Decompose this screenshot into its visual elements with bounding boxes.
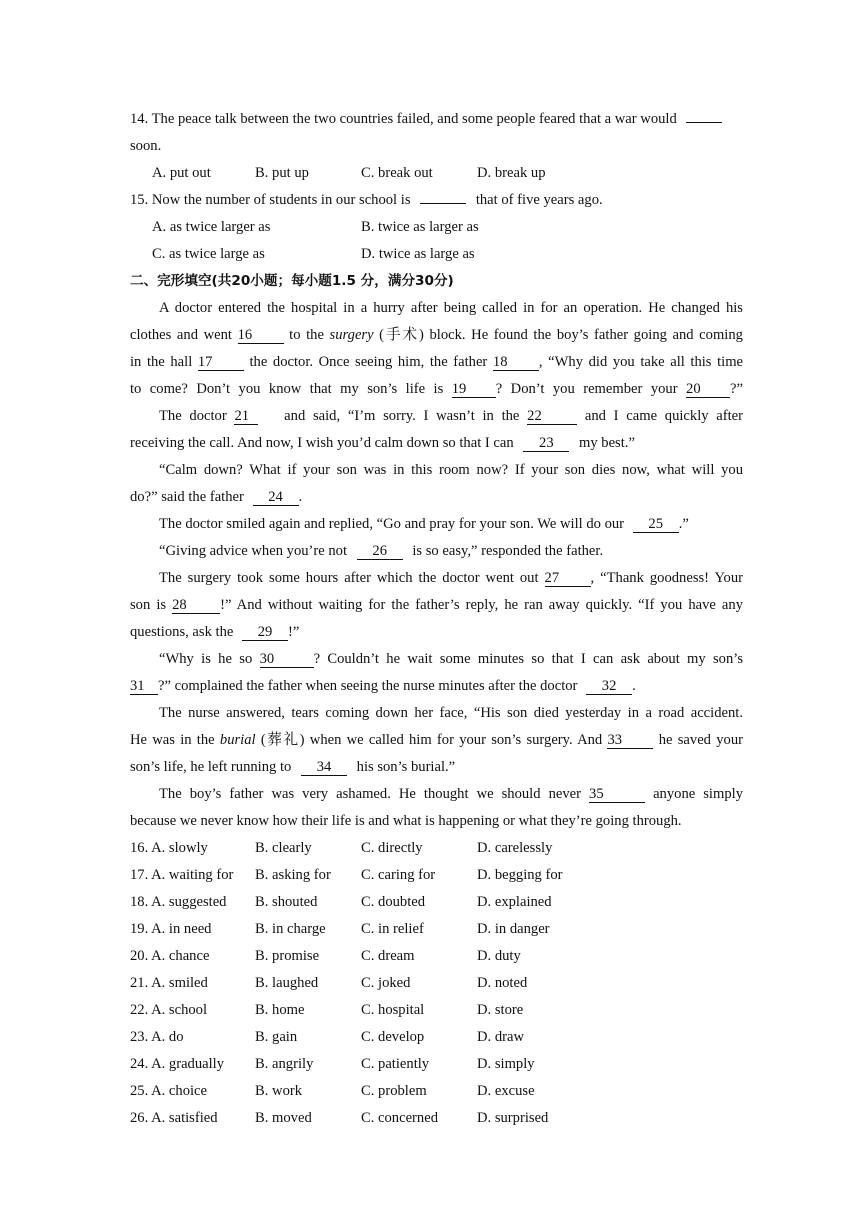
option-d: D. break up xyxy=(477,165,546,181)
text-segment: 18. A. suggested xyxy=(130,894,227,910)
question-14-cont-text: soon. xyxy=(130,138,162,154)
text-segment: C. develop xyxy=(361,1029,425,1045)
text-segment: He was in the xyxy=(130,732,215,748)
blank-28: 28 xyxy=(172,598,220,614)
option-b: B. put up xyxy=(255,165,309,181)
blank-19: 19 xyxy=(452,382,496,398)
question-14-stem: 14. The peace talk between the two countries failed, and some people feared that a war would xyxy=(130,111,677,127)
text-segment: A doctor entered the hospital in a hurry after being called in for an operation. He changed his xyxy=(159,300,743,316)
passage-line xyxy=(130,295,743,322)
text-segment: The boy’s father was very ashamed. He thought we should never xyxy=(159,786,581,802)
text-segment: the doctor. Once seeing him, the father xyxy=(249,354,488,370)
question-15-stem-end: that of five years ago. xyxy=(475,192,603,208)
text-segment: 21. A. smiled xyxy=(130,975,208,991)
text-segment: ? Couldn’t he wait some minutes so that I can ask about my son’s xyxy=(313,651,743,667)
text-segment: The doctor xyxy=(159,408,227,424)
text-segment: anyone simply xyxy=(653,786,743,802)
text-segment: 20. A. chance xyxy=(130,948,210,964)
option-row-19 xyxy=(130,916,743,943)
passage-line xyxy=(130,808,743,835)
text-segment: ?” xyxy=(730,381,743,397)
text-segment: ? Don’t you remember your xyxy=(495,381,678,397)
passage-line xyxy=(130,565,743,592)
answer-blank xyxy=(420,188,466,204)
blank-32: 32 xyxy=(586,679,632,695)
question-15-options-row2 xyxy=(130,241,743,268)
text-segment: D. carelessly xyxy=(477,840,553,856)
text-segment: and I came quickly after xyxy=(584,408,743,424)
answer-blank xyxy=(686,107,722,123)
passage-line xyxy=(130,376,743,403)
blank-27: 27 xyxy=(545,571,591,587)
question-14-options xyxy=(130,160,743,187)
text-segment: B. home xyxy=(255,1002,305,1018)
option-a: A. as twice larger as xyxy=(152,219,271,235)
text-segment: .” xyxy=(678,516,689,532)
text-segment: D. excuse xyxy=(477,1083,535,1099)
text-segment: B. shouted xyxy=(255,894,318,910)
text-segment: B. moved xyxy=(255,1110,312,1126)
text-segment: B. work xyxy=(255,1083,303,1099)
text-segment: 17. A. waiting for xyxy=(130,867,234,883)
text-segment: receiving the call. And now, I wish you’d calm down so that I can xyxy=(130,435,514,451)
text-segment: “Calm down? What if your son was in this room now? If your son dies now, what will you xyxy=(159,462,743,478)
text-segment: The nurse answered, tears coming down her face, “His son died yesterday in a road accident. xyxy=(159,705,743,721)
text-segment: do?” said the father xyxy=(130,489,244,505)
text-segment: C. caring for xyxy=(361,867,436,883)
text-segment: C. problem xyxy=(361,1083,427,1099)
blank-30: 30 xyxy=(260,652,314,668)
passage-line xyxy=(130,430,743,457)
option-b: B. twice as larger as xyxy=(361,219,479,235)
text-segment: D. store xyxy=(477,1002,524,1018)
blank-22: 22 xyxy=(527,409,577,425)
passage-line xyxy=(130,646,743,673)
blank-17: 17 xyxy=(198,355,244,371)
option-row-17 xyxy=(130,862,743,889)
document-page xyxy=(130,106,743,1132)
text-segment: . xyxy=(298,489,303,505)
text-segment: , “Why did you take all this time xyxy=(538,354,743,370)
text-segment: C. hospital xyxy=(361,1002,425,1018)
text-segment: B. in charge xyxy=(255,921,326,937)
option-row-18 xyxy=(130,889,743,916)
text-segment: because we never know how their life is and what is happening or what they’re going through. xyxy=(130,813,682,829)
text-segment: (手术) block. He found the boy’s father going and coming xyxy=(379,327,743,343)
option-d: D. twice as large as xyxy=(361,246,475,262)
text-segment: C. doubted xyxy=(361,894,426,910)
text-segment: B. clearly xyxy=(255,840,312,856)
question-14 xyxy=(130,106,743,133)
blank-26: 26 xyxy=(357,544,403,560)
option-row-23 xyxy=(130,1024,743,1051)
passage-line xyxy=(130,322,743,349)
text-segment: 25. A. choice xyxy=(130,1083,208,1099)
text-segment: D. begging for xyxy=(477,867,563,883)
option-row-26 xyxy=(130,1105,743,1132)
passage-line xyxy=(130,349,743,376)
text-segment: 23. A. do xyxy=(130,1029,184,1045)
text-segment: The doctor smiled again and replied, “Go and pray for your son. We will do our xyxy=(159,516,625,532)
text-segment: C. patiently xyxy=(361,1056,430,1072)
text-segment: in the hall xyxy=(130,354,193,370)
blank-33: 33 xyxy=(607,733,653,749)
blank-21: 21 xyxy=(234,409,258,425)
passage-line xyxy=(130,619,743,646)
passage-line xyxy=(130,538,743,565)
text-segment: 24. A. gradually xyxy=(130,1056,225,1072)
text-segment: “Giving advice when you’re not xyxy=(159,543,348,559)
text-segment: C. joked xyxy=(361,975,411,991)
text-segment: C. directly xyxy=(361,840,423,856)
blank-25: 25 xyxy=(633,517,679,533)
option-c: C. break out xyxy=(361,165,433,181)
blank-20: 20 xyxy=(686,382,730,398)
text-segment: to come? Don’t you know that my son’s life is xyxy=(130,381,444,397)
text-segment: D. simply xyxy=(477,1056,535,1072)
passage-line xyxy=(130,754,743,781)
text-segment: clothes and went xyxy=(130,327,232,343)
text-segment: ?” complained the father when seeing the nurse minutes after the doctor xyxy=(158,678,578,694)
option-c: C. as twice large as xyxy=(152,246,265,262)
text-segment: D. surprised xyxy=(477,1110,549,1126)
option-row-25 xyxy=(130,1078,743,1105)
option-row-22 xyxy=(130,997,743,1024)
passage-line xyxy=(130,673,743,700)
question-14-continuation xyxy=(130,133,743,160)
text-segment: burial xyxy=(219,732,256,748)
passage-line xyxy=(130,592,743,619)
option-row-21 xyxy=(130,970,743,997)
text-segment: D. draw xyxy=(477,1029,525,1045)
text-segment: C. dream xyxy=(361,948,415,964)
text-segment: 19. A. in need xyxy=(130,921,212,937)
text-segment: is so easy,” responded the father. xyxy=(412,543,604,559)
blank-34: 34 xyxy=(301,760,347,776)
text-segment: to the xyxy=(289,327,324,343)
passage-line xyxy=(130,727,743,754)
option-row-16 xyxy=(130,835,743,862)
text-segment: D. in danger xyxy=(477,921,550,937)
blank-24: 24 xyxy=(253,490,299,506)
blank-31: 31 xyxy=(130,679,158,695)
blank-18: 18 xyxy=(493,355,539,371)
text-segment: . xyxy=(632,678,636,694)
passage-line xyxy=(130,700,743,727)
question-15-stem: 15. Now the number of students in our school is xyxy=(130,192,411,208)
text-segment: D. explained xyxy=(477,894,552,910)
text-segment: son is xyxy=(130,597,167,613)
text-segment: surgery xyxy=(329,327,374,343)
text-segment: D. noted xyxy=(477,975,528,991)
text-segment: C. in relief xyxy=(361,921,424,937)
blank-16: 16 xyxy=(238,328,284,344)
text-segment: B. angrily xyxy=(255,1056,314,1072)
text-segment: my best.” xyxy=(578,435,635,451)
text-segment: 16. A. slowly xyxy=(130,840,208,856)
text-segment: son’s life, he left running to xyxy=(130,759,292,775)
text-segment: C. concerned xyxy=(361,1110,438,1126)
passage-line xyxy=(130,511,743,538)
text-segment: “Why is he so xyxy=(159,651,253,667)
text-segment: his son’s burial.” xyxy=(356,759,456,775)
text-segment: he saved your xyxy=(658,732,743,748)
section-heading: 二、完形填空(共20小题；每小题1.5 分，满分30分) xyxy=(130,273,454,289)
text-segment: B. asking for xyxy=(255,867,331,883)
option-row-20 xyxy=(130,943,743,970)
text-segment: 26. A. satisfied xyxy=(130,1110,218,1126)
passage-line xyxy=(130,781,743,808)
question-15 xyxy=(130,187,743,214)
blank-35: 35 xyxy=(589,787,645,803)
text-segment: B. laughed xyxy=(255,975,319,991)
text-segment: , “Thank goodness! Your xyxy=(590,570,743,586)
text-segment: !” xyxy=(288,624,300,640)
text-segment: D. duty xyxy=(477,948,521,964)
blank-29: 29 xyxy=(242,625,288,641)
passage-line xyxy=(130,403,743,430)
text-segment: B. gain xyxy=(255,1029,298,1045)
blank-23: 23 xyxy=(523,436,569,452)
option-row-24 xyxy=(130,1051,743,1078)
text-segment: B. promise xyxy=(255,948,320,964)
option-a: A. put out xyxy=(152,165,211,181)
text-segment: (葬礼) when we called him for your son’s surgery. And xyxy=(260,732,603,748)
text-segment: and said, “I’m sorry. I wasn’t in the xyxy=(284,408,520,424)
question-15-options-row1 xyxy=(130,214,743,241)
passage-line xyxy=(130,457,743,484)
text-segment: 22. A. school xyxy=(130,1002,208,1018)
passage-line xyxy=(130,484,743,511)
text-segment: The surgery took some hours after which the doctor went out xyxy=(159,570,539,586)
text-segment: !” And without waiting for the father’s reply, he ran away quickly. “If you have any xyxy=(220,597,743,613)
options-list xyxy=(130,835,743,1132)
text-segment: questions, ask the xyxy=(130,624,234,640)
